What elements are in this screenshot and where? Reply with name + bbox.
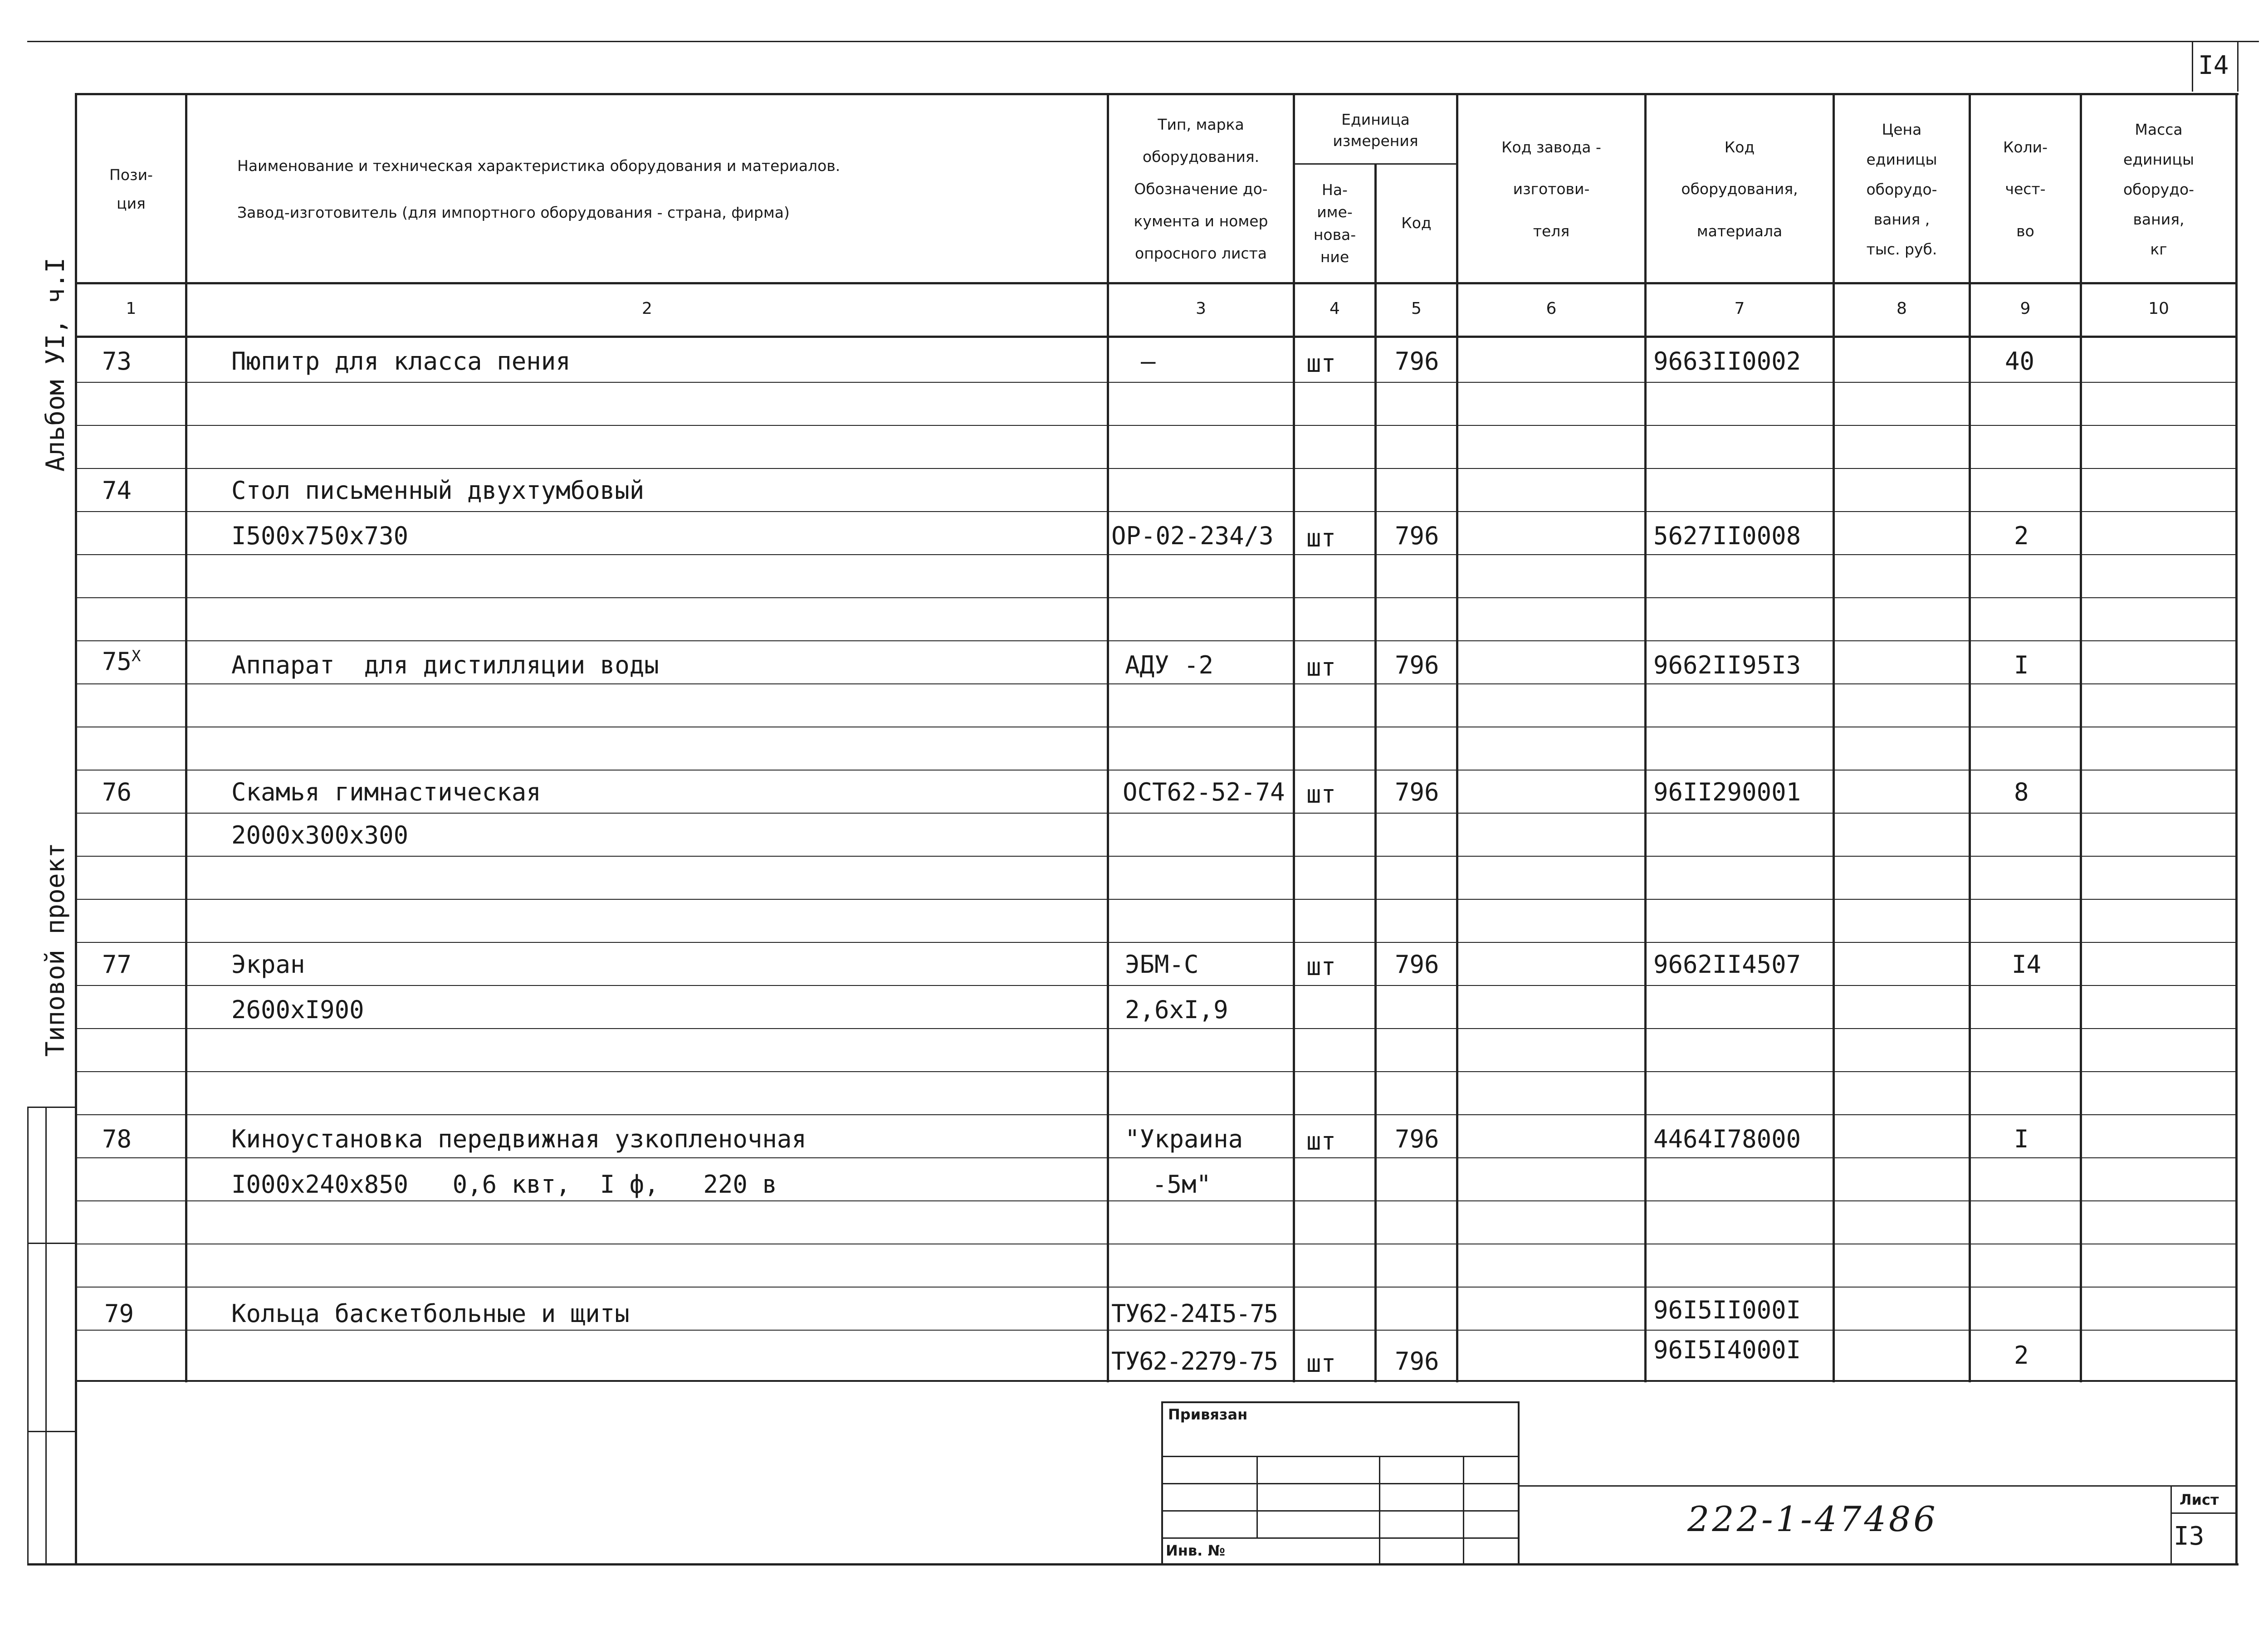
column-number: 6 [1546, 299, 1557, 318]
attached-label: Привязан [1168, 1406, 1248, 1423]
sheet-number: I3 [2174, 1522, 2204, 1551]
position-cell: 79 [104, 1299, 134, 1328]
position-cell: 78 [102, 1125, 132, 1153]
column-number: 7 [1734, 299, 1745, 318]
header-text: Наименование и техническая характеристика оборудования и материалов. [237, 157, 841, 175]
header-text: единицы [1866, 150, 1937, 168]
header-text: Код [1401, 214, 1432, 232]
unit-cell: шт [1306, 1349, 1336, 1378]
header-text: Единица [1341, 111, 1410, 129]
header-equipment-code [1647, 98, 1833, 281]
quantity-cell: I [2014, 1125, 2029, 1153]
unit-cell: шт [1306, 524, 1336, 552]
position-cell: 74 [102, 476, 132, 505]
name-cell: Экран [231, 950, 305, 979]
header-text: име- [1317, 203, 1353, 221]
type-cell: ТУ62-2279-75 [1111, 1347, 1278, 1375]
header-text: На- [1322, 180, 1348, 199]
header-text: Обозначение до- [1134, 180, 1268, 198]
unit-cell: шт [1306, 780, 1336, 809]
unit-code-cell: 796 [1395, 522, 1439, 550]
name-cell: I500x750x730 [231, 522, 409, 550]
name-cell: Аппарат для дистилляции воды [231, 651, 659, 679]
header-text: чест- [2005, 180, 2046, 198]
header-type [1109, 98, 1293, 281]
code-cell: 96I5II000I [1653, 1296, 1801, 1324]
type-cell: ОСТ62-52-74 [1123, 778, 1285, 806]
header-text: Масса [2135, 120, 2183, 138]
code-cell: 5627II0008 [1653, 522, 1801, 550]
header-text: вания , [1873, 210, 1930, 228]
quantity-cell: 2 [2014, 522, 2029, 550]
project-side-label: Типовой проект [41, 842, 70, 1057]
header-text: Цена [1882, 120, 1922, 138]
quantity-cell: I [2014, 651, 2029, 679]
header-text: оборудования, [1681, 180, 1798, 198]
quantity-cell: I4 [2012, 950, 2042, 979]
header-text: ние [1320, 248, 1349, 266]
header-text: Пози- [109, 166, 153, 184]
name-cell: 2600xI900 [231, 995, 364, 1024]
header-text: нова- [1313, 225, 1356, 244]
header-text: опросного листа [1135, 244, 1267, 262]
name-cell: Скамья гимнастическая [231, 778, 541, 806]
header-quantity [1971, 98, 2080, 281]
column-number: 8 [1897, 299, 1907, 318]
code-cell: 96I5I4000I [1653, 1336, 1801, 1364]
header-text: изготови- [1513, 180, 1590, 198]
column-number: 2 [642, 299, 652, 318]
position-superscript: X [132, 647, 141, 665]
type-cell: ОР-02-234/3 [1111, 522, 1274, 550]
header-text: материала [1696, 222, 1783, 240]
unit-cell: шт [1306, 952, 1336, 981]
header-text: Тип, марка [1158, 116, 1244, 134]
inventory-number-label: Инв. № [1166, 1542, 1225, 1559]
column-number: 9 [2020, 299, 2031, 318]
header-text: оборудо- [1866, 180, 1937, 198]
type-cell: — [1141, 347, 1156, 376]
unit-code-cell: 796 [1395, 950, 1439, 979]
code-cell: 9662II95I3 [1653, 651, 1801, 679]
header-text: измерения [1333, 132, 1418, 150]
header-position [77, 98, 185, 281]
header-text: тыс. руб. [1866, 240, 1937, 258]
top-page-number: I4 [2198, 51, 2229, 80]
name-cell: Кольца баскетбольные и щиты [231, 1299, 630, 1328]
unit-code-cell: 796 [1395, 1347, 1439, 1375]
position-cell [102, 649, 141, 674]
header-text: Код завода - [1501, 138, 1601, 156]
header-text: Коли- [2003, 138, 2048, 156]
unit-cell: шт [1306, 653, 1336, 682]
header-text: ция [117, 194, 146, 212]
type-cell: АДУ -2 [1125, 651, 1214, 679]
header-text: кумента и номер [1134, 212, 1268, 230]
code-cell: 9663II0002 [1653, 347, 1801, 376]
column-number: 4 [1330, 299, 1340, 318]
document-code: 222-1-47486 [1687, 1499, 1938, 1539]
header-text: оборудо- [2123, 180, 2195, 198]
header-text: Код [1724, 138, 1755, 156]
header-text: кг [2150, 240, 2167, 258]
header-text: оборудования. [1142, 148, 1260, 166]
header-unit [1295, 98, 1456, 163]
column-number: 3 [1196, 299, 1206, 318]
position-cell: 77 [102, 950, 132, 979]
header-text: вания, [2133, 210, 2185, 228]
position-number: 75 [102, 647, 132, 676]
quantity-cell: 40 [2005, 347, 2035, 376]
code-cell: 4464I78000 [1653, 1125, 1801, 1153]
type-cell: ТУ62-24I5-75 [1111, 1299, 1278, 1328]
code-cell: 9662II4507 [1653, 950, 1801, 979]
header-unit-name [1295, 166, 1374, 281]
header-text: единицы [2123, 150, 2195, 168]
quantity-cell: 2 [2014, 1341, 2029, 1370]
type-cell: "Украина [1125, 1125, 1243, 1153]
header-price [1835, 98, 1969, 281]
unit-cell: шт [1306, 349, 1336, 378]
header-text: во [2016, 222, 2034, 240]
unit-code-cell: 796 [1395, 651, 1439, 679]
unit-cell: шт [1306, 1127, 1336, 1156]
header-text: Завод-изготовитель (для импортного оборудования - страна, фирма) [237, 203, 790, 221]
header-unit-code [1377, 166, 1456, 281]
type-cell: 2,6xI,9 [1125, 995, 1228, 1024]
unit-code-cell: 796 [1395, 347, 1439, 376]
unit-code-cell: 796 [1395, 1125, 1439, 1153]
album-side-label: Альбом УI, ч.I [41, 257, 70, 472]
header-text: теля [1533, 222, 1570, 240]
header-name [187, 98, 1107, 281]
header-mass [2082, 98, 2235, 281]
position-cell: 73 [102, 347, 132, 376]
unit-code-cell: 796 [1395, 778, 1439, 806]
name-cell: Киноустановка передвижная узкопленочная [231, 1125, 807, 1153]
name-cell: Стол письменный двухтумбовый [231, 476, 645, 505]
quantity-cell: 8 [2014, 778, 2029, 806]
name-cell: I000x240x850 0,6 квт, I ф, 220 в [231, 1170, 777, 1199]
header-factory-code [1458, 98, 1644, 281]
sheet-label: Лист [2180, 1491, 2219, 1508]
column-number: 5 [1411, 299, 1422, 318]
column-number: 1 [126, 299, 137, 318]
name-cell: 2000x300x300 [231, 821, 409, 849]
type-cell: ЭБМ-С [1125, 950, 1199, 979]
position-cell: 76 [102, 778, 132, 806]
code-cell: 96II290001 [1653, 778, 1801, 806]
type-cell: -5м" [1152, 1170, 1212, 1199]
column-number: 10 [2148, 299, 2169, 318]
name-cell: Пюпитр для класса пения [231, 347, 571, 376]
